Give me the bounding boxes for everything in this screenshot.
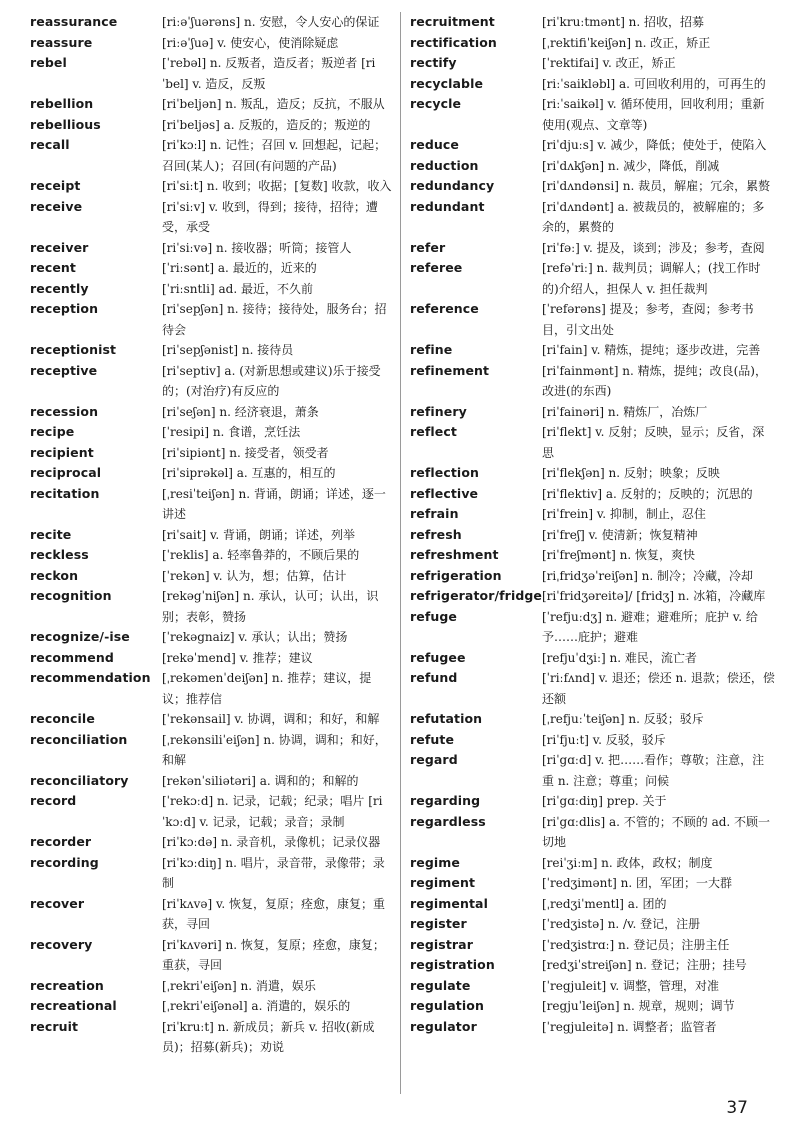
definition: [ˌredʒiˈmentl] a. 团的	[542, 896, 667, 911]
headword: redundant	[410, 198, 485, 214]
dictionary-entry	[410, 812, 775, 853]
dictionary-entry	[30, 463, 395, 484]
headword: refinery	[410, 403, 467, 419]
headword: reassurance	[30, 14, 118, 29]
dictionary-entry	[30, 422, 395, 443]
headword: register	[410, 916, 467, 931]
definition: [riˈsiːv] v. 收到，得到；接待，招待；遭受，承受	[162, 199, 378, 234]
dictionary-entry	[30, 545, 395, 566]
dictionary-entry	[410, 791, 775, 812]
definition: [rekəˈmend] v. 推荐；建议	[162, 650, 313, 665]
dictionary-entry	[410, 648, 775, 669]
headword: regardless	[410, 813, 486, 829]
dictionary-entry	[410, 894, 775, 915]
headword: refreshment	[410, 547, 499, 562]
right-column	[410, 12, 775, 1037]
dictionary-entry	[410, 955, 775, 976]
headword: recover	[30, 895, 85, 911]
headword: receiver	[30, 239, 89, 255]
dictionary-entry	[30, 668, 395, 709]
dictionary-entry	[410, 586, 775, 607]
headword: regulation	[410, 998, 484, 1013]
dictionary-entry	[30, 402, 395, 423]
dictionary-entry	[30, 648, 395, 669]
definition: [rekənˈsiliətəri] a. 调和的；和解的	[162, 773, 359, 788]
headword: recyclable	[410, 75, 484, 91]
headword: recently	[30, 280, 89, 296]
definition: [riˈkɔːdə] n. 录音机，录像机；记录仪器	[162, 835, 381, 849]
left-column	[30, 12, 395, 1058]
dictionary-entry	[30, 12, 395, 33]
headword: record	[30, 793, 77, 808]
headword: refinement	[410, 362, 490, 378]
headword: receive	[30, 198, 83, 214]
headword: recipe	[30, 424, 75, 439]
definition: [regjuˈleiʃən] n. 规章，规则；调节	[542, 999, 735, 1013]
headword: recovery	[30, 936, 93, 952]
headword: recreation	[30, 977, 104, 993]
definition: [ˈredʒistrɑː] n. 登记员；注册主任	[542, 937, 730, 952]
dictionary-entry	[30, 791, 395, 832]
definition: [ˈreklis] a. 轻率鲁莽的，不顾后果的	[162, 548, 360, 562]
dictionary-entry	[410, 135, 775, 156]
definition: [riˈbeljəs] a. 反叛的，造反的；叛逆的	[162, 117, 371, 132]
definition: [riˈbeljən] n. 叛乱，造反；反抗，不服从	[162, 97, 385, 111]
dictionary-entry	[410, 504, 775, 525]
dictionary-entry	[30, 361, 395, 402]
dictionary-entry	[30, 94, 395, 115]
headword: recent	[30, 260, 77, 275]
dictionary-entry	[410, 750, 775, 791]
dictionary-entry	[30, 586, 395, 627]
dictionary-entry	[410, 12, 775, 33]
definition: [ˌrekriˈeiʃən] n. 消遣，娱乐	[162, 978, 316, 993]
dictionary-entry	[30, 832, 395, 853]
dictionary-entry	[410, 484, 775, 505]
headword: recruitment	[410, 14, 495, 29]
definition: [redʒiˈstreiʃən] n. 登记；注册；挂号	[542, 958, 747, 972]
dictionary-entry	[30, 566, 395, 587]
definition: [ˈrekɔːd] n. 记录，记载；纪录；唱片 [riˈkɔːd] v. 记录，记载；录音；录制	[162, 794, 383, 829]
dictionary-entry	[410, 545, 775, 566]
headword: reckon	[30, 567, 79, 583]
dictionary-entry	[410, 914, 775, 935]
definition: [riˈkruːtmənt] n. 招收，招募	[542, 15, 705, 29]
headword: rebellious	[30, 116, 101, 132]
dictionary-entry	[410, 525, 775, 546]
definition: [ˈriːsənt] a. 最近的，近来的	[162, 261, 317, 275]
dictionary-entry	[410, 422, 775, 463]
dictionary-entry	[410, 463, 775, 484]
dictionary-entry	[30, 53, 395, 94]
definition: [ˈrekəgnaiz] v. 承认；认出；赞扬	[162, 630, 348, 644]
definition: [riˈdʌkʃən] n. 减少，降低，削减	[542, 158, 720, 173]
dictionary-entry	[410, 156, 775, 177]
definition: [riˈsait] v. 背诵，朗诵；详述，列举	[162, 527, 356, 542]
headword: recognize/-ise	[30, 629, 130, 644]
headword: rebel	[30, 55, 67, 70]
dictionary-entry	[410, 709, 775, 730]
headword: recording	[30, 854, 99, 870]
definition: [riˈkʌvəri] n. 恢复，复原；痊愈，康复；重获，寻回	[162, 937, 385, 972]
column-divider	[400, 12, 401, 1094]
definition: [riˈfrein] v. 抑制，制止，忍住	[542, 507, 706, 521]
headword: refugee	[410, 649, 466, 665]
headword: rebellion	[30, 96, 94, 111]
headword: recognition	[30, 588, 112, 603]
headword: regarding	[410, 793, 481, 808]
definition: [refjuˈdʒiː] n. 难民，流亡者	[542, 650, 697, 665]
definition: [riˈflektiv] a. 反射的；反映的；沉思的	[542, 486, 753, 501]
dictionary-entry	[410, 299, 775, 340]
definition: [rekəgˈniʃən] n. 承认，认可；认出，识别；表彰，赞扬	[162, 589, 379, 624]
dictionary-entry	[30, 340, 395, 361]
definition: [riˈfainəri] n. 精炼厂，冶炼厂	[542, 404, 708, 419]
headword: recommendation	[30, 670, 151, 685]
definition: [ˈrebəl] n. 反叛者，造反者；叛逆者 [riˈbel] v. 造反，反叛	[162, 56, 376, 91]
dictionary-entry	[410, 53, 775, 74]
dictionary-entry	[30, 627, 395, 648]
headword: receptionist	[30, 342, 117, 357]
headword: regard	[410, 752, 458, 767]
definition: [riˈfəː] v. 提及，谈到；涉及；参考，查阅	[542, 240, 765, 255]
definition: [riˈfreʃ] v. 使清新；恢复精神	[542, 527, 698, 542]
headword: receptive	[30, 362, 98, 378]
definition: [riˈfain] v. 精炼，提纯；逐步改进，完善	[542, 343, 761, 357]
headword: reflective	[410, 485, 479, 501]
definition: [riˈsepʃən] n. 接待；接待处，服务台；招待会	[162, 302, 387, 337]
definition: [riˈgɑːdlis] a. 不管的；不顾的 ad. 不顾一切地	[542, 814, 771, 849]
headword: reckless	[30, 547, 89, 562]
dictionary-entry	[410, 730, 775, 751]
dictionary-entry	[410, 94, 775, 135]
headword: refine	[410, 342, 453, 357]
definition: [riːˈsaikləbl] a. 可回收利用的，可再生的	[542, 76, 766, 91]
definition: [ˈregjuleit] v. 调整，管理，对准	[542, 978, 720, 993]
dictionary-entry	[30, 1017, 395, 1058]
dictionary-entry	[30, 996, 395, 1017]
dictionary-entry	[410, 33, 775, 54]
definition: [riˈdʌndənsi] n. 裁员，解雇；冗余，累赘	[542, 179, 771, 193]
definition: [ˈrefərəns] 提及；参考，查阅；参考书目，引文出处	[542, 302, 754, 337]
definition: [riːˈsaikəl] v. 循环使用，回收利用；重新使用(观点、文章等)	[542, 97, 765, 132]
headword: recall	[30, 137, 70, 152]
dictionary-entry	[410, 566, 775, 587]
headword: refuge	[410, 608, 458, 624]
headword: refer	[410, 239, 446, 255]
headword: redundancy	[410, 178, 495, 193]
definition: [riˈseptiv] a. (对新思想或建议)乐于接受的；(对治疗)有反应的	[162, 363, 381, 398]
dictionary-entry	[410, 238, 775, 259]
dictionary-entry	[410, 668, 775, 709]
headword: reassure	[30, 34, 93, 50]
headword: refrigeration	[410, 567, 502, 583]
definition: [refəˈriː] n. 裁判员；调解人；(找工作时的)介绍人，担保人 v. 担任裁判	[542, 261, 761, 296]
dictionary-entry	[30, 935, 395, 976]
headword: rectification	[410, 34, 497, 50]
headword: regime	[410, 854, 460, 870]
definition: [ˈrekənsail] v. 协调，调和；和好，和解	[162, 712, 380, 726]
headword: reduce	[410, 137, 459, 152]
definition: [riˈdʌndənt] a. 被裁员的，被解雇的；多余的，累赘的	[542, 199, 765, 234]
headword: reconciliation	[30, 731, 128, 747]
definition: [ˌrefjuːˈteiʃən] n. 反驳；驳斥	[542, 712, 704, 726]
dictionary-entry	[30, 258, 395, 279]
definition: [riˈseʃən] n. 经济衰退，萧条	[162, 404, 319, 419]
definition: [riˈsipiənt] n. 接受者，领受者	[162, 445, 329, 460]
definition: [ˈrektifai] v. 改正，矫正	[542, 56, 676, 70]
definition: [ˈriːfʌnd] v. 退还；偿还 n. 退款；偿还，偿还额	[542, 671, 775, 706]
headword: refund	[410, 670, 458, 685]
dictionary-entry	[410, 607, 775, 648]
dictionary-entry	[30, 135, 395, 176]
dictionary-entry	[410, 873, 775, 894]
definition: [ˈriːsntli] ad. 最近，不久前	[162, 281, 313, 296]
dictionary-entry	[410, 361, 775, 402]
definition: [riˌfridʒəˈreiʃən] n. 制冷；冷藏，冷却	[542, 568, 754, 583]
headword: refrigerator/fridge	[410, 588, 543, 603]
headword: recession	[30, 403, 99, 419]
dictionary-entry	[30, 894, 395, 935]
headword: refresh	[410, 526, 462, 542]
definition: [ˌrektifiˈkeiʃən] n. 改正，矫正	[542, 35, 711, 50]
dictionary-entry	[410, 976, 775, 997]
headword: reception	[30, 301, 99, 316]
headword: recycle	[410, 96, 462, 111]
headword: reflect	[410, 424, 457, 439]
definition: [riˈflekt] v. 反射；反映，显示；反省，深思	[542, 425, 765, 460]
definition: [ˈredʒistə] n. /v. 登记，注册	[542, 917, 701, 931]
headword: registrar	[410, 936, 473, 952]
dictionary-entry	[410, 340, 775, 361]
dictionary-entry	[30, 976, 395, 997]
definition: [riːəˈʃuə] v. 使安心，使消除疑虑	[162, 35, 339, 50]
definition: [riˈgɑːdiŋ] prep. 关于	[542, 794, 667, 808]
headword: regiment	[410, 875, 476, 890]
dictionary-entry	[30, 238, 395, 259]
definition: [ˈregjuleitə] n. 调整者；监管者	[542, 1019, 717, 1034]
dictionary-entry	[410, 74, 775, 95]
dictionary-entry	[410, 996, 775, 1017]
headword: reflection	[410, 465, 479, 480]
dictionary-entry	[410, 402, 775, 423]
dictionary-entry	[30, 33, 395, 54]
headword: regimental	[410, 895, 488, 911]
dictionary-entry	[30, 115, 395, 136]
definition: [riˈfridʒəreitə]/ [fridʒ] n. 冰箱，冷藏库	[542, 589, 766, 603]
definition: [ˈredʒimənt] n. 团，军团；一大群	[542, 876, 732, 890]
headword: reconciliatory	[30, 772, 129, 788]
dictionary-entry	[30, 443, 395, 464]
definition: [ˌrekənsiliˈeiʃən] n. 协调，调和；和好，和解	[162, 732, 387, 767]
definition: [riˈsiprəkəl] a. 互惠的，相互的	[162, 466, 336, 480]
dictionary-entry	[30, 730, 395, 771]
definition: [reiˈʒiːm] n. 政体，政权；制度	[542, 855, 713, 870]
definition: [ˈresipi] n. 食谱，烹饪法	[162, 425, 301, 439]
dictionary-entry	[30, 299, 395, 340]
headword: recite	[30, 526, 72, 542]
definition: [riˈsepʃənist] n. 接待员	[162, 343, 294, 357]
definition: [riːəˈʃuərəns] n. 安慰，令人安心的保证	[162, 15, 380, 29]
dictionary-entry	[410, 853, 775, 874]
page-number: 37	[726, 1098, 748, 1118]
definition: [riˈsiːt] n. 收到；收据；[复数] 收款，收入	[162, 179, 392, 193]
headword: reconcile	[30, 711, 95, 726]
headword: reciprocal	[30, 465, 102, 480]
definition: [riˈsiːvə] n. 接收器；听筒；接管人	[162, 240, 352, 255]
dictionary-entry	[410, 176, 775, 197]
dictionary-entry	[410, 197, 775, 238]
definition: [riˈdjuːs] v. 减少，降低；使处于，使陷入	[542, 138, 767, 152]
headword: regulate	[410, 977, 471, 993]
dictionary-entry	[410, 258, 775, 299]
definition: [riˈkɔːdiŋ] n. 唱片，录音带，录像带；录制	[162, 855, 385, 890]
headword: regulator	[410, 1018, 477, 1034]
dictionary-entry	[410, 935, 775, 956]
definition: [riˈkɔːl] n. 记性；召回 v. 回想起，记起；召回(某人)；召回(有问题的产品)	[162, 138, 387, 173]
headword: reduction	[410, 157, 479, 173]
headword: rectify	[410, 55, 457, 70]
headword: refrain	[410, 506, 459, 521]
definition: [riˈkruːt] n. 新成员；新兵 v. 招收(新成员)；招募(新兵)；劝说	[162, 1019, 375, 1054]
headword: recitation	[30, 485, 100, 501]
headword: recruit	[30, 1018, 79, 1034]
definition: [ˈrefjuːdʒ] n. 避难；避难所；庇护 v. 给予……庇护；避难	[542, 609, 758, 644]
headword: refute	[410, 731, 455, 747]
headword: registration	[410, 957, 495, 972]
headword: recipient	[30, 444, 94, 460]
definition: [riˈgɑːd] v. 把……看作；尊敬；注意，注重 n. 注意；尊重；问候	[542, 753, 765, 788]
definition: [ˌresiˈteiʃən] n. 背诵，朗诵；详述，逐一讲述	[162, 486, 386, 521]
definition: [ˌrekriˈeiʃənəl] a. 消遣的，娱乐的	[162, 999, 351, 1013]
definition: [ˌrekəmenˈdeiʃən] n. 推荐；建议，提议；推荐信	[162, 671, 372, 706]
dictionary-entry	[30, 709, 395, 730]
definition: [ˈrekən] v. 认为，想；估算，估计	[162, 568, 347, 583]
dictionary-entry	[30, 771, 395, 792]
headword: recreational	[30, 998, 117, 1013]
dictionary-entry	[30, 525, 395, 546]
definition: [riˈflekʃən] n. 反射；映象；反映	[542, 466, 720, 480]
headword: refutation	[410, 711, 483, 726]
definition: [riˈfjuːt] v. 反驳，驳斥	[542, 732, 666, 747]
headword: receipt	[30, 178, 81, 193]
headword: recorder	[30, 834, 92, 849]
dictionary-entry	[30, 197, 395, 238]
headword: referee	[410, 260, 463, 275]
dictionary-entry	[30, 176, 395, 197]
definition: [riˈfreʃmənt] n. 恢复，爽快	[542, 548, 695, 562]
dictionary-entry	[30, 853, 395, 894]
dictionary-entry	[30, 279, 395, 300]
headword: recommend	[30, 649, 114, 665]
dictionary-entry	[30, 484, 395, 525]
definition: [riˈkʌvə] v. 恢复，复原；痊愈，康复；重获，寻回	[162, 896, 385, 931]
dictionary-entry	[410, 1017, 775, 1038]
headword: reference	[410, 301, 479, 316]
definition: [riˈfainmənt] n. 精炼，提纯；改良(品)，改进(的东西)	[542, 363, 767, 398]
